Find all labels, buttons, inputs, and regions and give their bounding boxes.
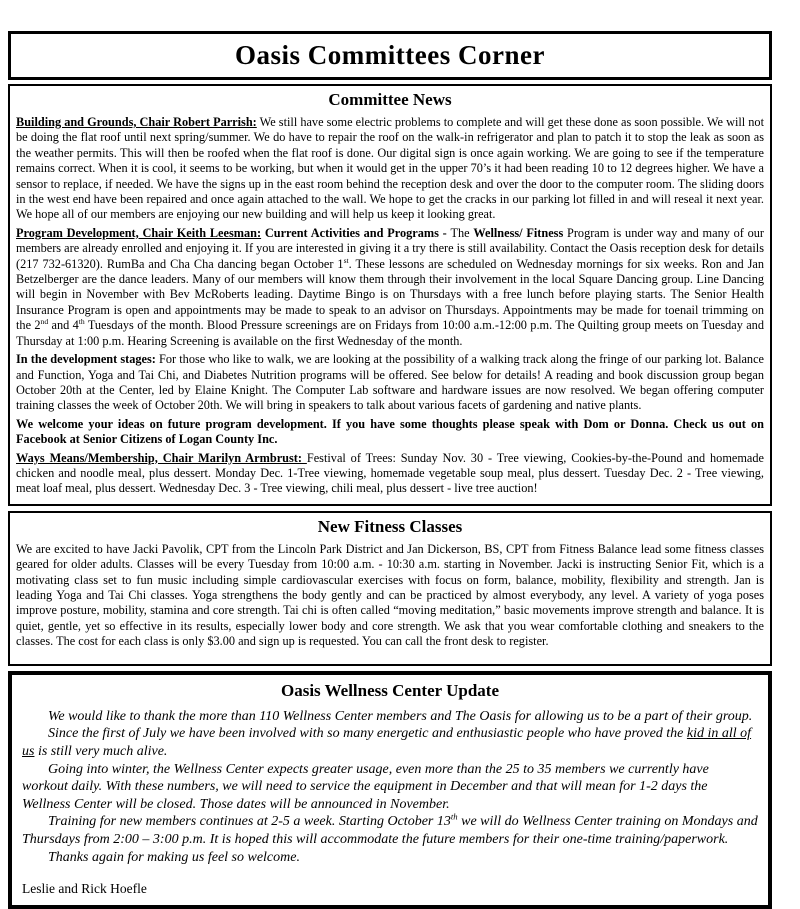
text-segment: Building and Grounds, Chair Robert Parrish: bbox=[16, 115, 257, 129]
page-title: Oasis Committees Corner bbox=[235, 40, 545, 70]
text-segment: Festival of Trees: Sunday Nov. 30 - Tree viewing, Cookies-by-the-Pound and homemade chicken and noodle meal, plus dessert. Monday Dec. 1-Tree viewing, homemade vegetable soup meal, plus dessert. Tuesday Dec. 2 - Tree viewing, meat loaf meal, plus dessert. Wednesday Dec. 3 - Tree viewing, chili meal, plus dessert - live tree auction! bbox=[16, 450, 764, 496]
text-segment: In the development stages: bbox=[16, 352, 156, 367]
text-segment: Since the first of July we have been involved with so many energetic and enthusiastic people who have proved the bbox=[48, 726, 687, 742]
text-segment: We are excited to have Jacki Pavolik, CPT from the Lincoln Park District and Jan Dickerson, BS, CPT from Fitness Balance lead some fitness classes geared for older adults. Classes will be every Tuesday from 10:00 a.m. - 10:30 a.m. starting in November. Jacki is instructing Senior Fit, which is a motivating class set to fun music including simple cardiovascular exercises with focus on form, balance, mobility, flexibility and strength. Jan is leading Yoga and Tai Chi classes. Yoga strengthens the body gently and can be practiced by almost everybody, any level. A variety of yoga poses improve posture, mobility, stamina and core strength. Tai chi is often called “moving meditation,” basic movements improve strength and balance. It is quiet, gentle, yet so effective in its results, especially lower body and core strength. We ask that you wear comfortable clothing and sneakers to the classes. The cost for each class is only $3.00 and sign up is requested. You can call the front desk to register. bbox=[16, 541, 764, 649]
paragraph bbox=[22, 708, 758, 726]
signature: Leslie and Rick Hoefle bbox=[22, 881, 147, 897]
text-segment: We still have some electric problems to complete and will get these done as soon possible. We will not be doing the flat roof until next spring/summer. We do have to repair the roof on the walk-in refrigerator and plan to patch it to stop the leak as soon as the weather permits. This will then be roofed when the flat roof is done. Our digital sign is once again working. We are going to see if the temperature remains correct. When it is cool, it seems to be working, but when it would get in the upper 70’s it had been reading 10 to 12 degrees higher. We have a sensor to replace, if needed. We have the signs up in the east room behind the reception desk and over the door to the computer room. The sliding doors in the west end have been repaired and once again attached to the wall. We hope to get the cracks in our parking lot filled in and will reseal it next year. We hope all of our members are enjoying our new building and will help us keep it looking great. bbox=[16, 115, 764, 222]
text-segment: st bbox=[343, 255, 349, 265]
wellness-center-update-body bbox=[22, 706, 758, 866]
committee-news-header: Committee News bbox=[328, 90, 452, 109]
wellness-center-update-header: Oasis Wellness Center Update bbox=[280, 680, 500, 700]
text-segment: th bbox=[78, 317, 85, 327]
text-segment: and 4 bbox=[48, 318, 79, 333]
paragraph bbox=[16, 417, 764, 448]
text-segment: we will do Wellness Center training on Mondays and Thursdays from 2:00 – 3:00 p.m. It is hoped this will accommodate the future members for their one-time training/paperwork. bbox=[22, 814, 758, 847]
paragraph bbox=[16, 352, 764, 414]
text-segment: We welcome your ideas on future program development. If you have some thoughts please speak with Dom or Donna. Check us out on Facebook at Senior Citizens of Logan County Inc. bbox=[16, 416, 764, 447]
text-segment: Wellness/ Fitness bbox=[473, 225, 567, 240]
committee-news-body bbox=[16, 115, 764, 497]
paragraph bbox=[22, 849, 758, 867]
paragraph bbox=[16, 542, 764, 650]
text-segment: Tuesdays of the month. Blood Pressure screenings are on Fridays from 10:00 a.m.-12:00 p.m. The Quilting group meets on Tuesday and Thursday at 1:00 p.m. Hearing Screening is available on the first Wednesday of the month. bbox=[16, 318, 764, 348]
paragraph bbox=[22, 725, 758, 760]
text-segment: The bbox=[450, 225, 474, 240]
text-segment: Current Activities and Programs - bbox=[261, 225, 451, 240]
text-segment: kid in all of us bbox=[22, 726, 752, 759]
paragraph bbox=[16, 115, 764, 223]
paragraph bbox=[22, 761, 758, 814]
new-fitness-classes-body bbox=[16, 542, 764, 650]
new-fitness-classes-section bbox=[8, 511, 772, 666]
new-fitness-classes-header: New Fitness Classes bbox=[317, 516, 463, 536]
text-segment: th bbox=[450, 811, 458, 822]
text-segment: . These lessons are scheduled on Wednesday mornings for six weeks. Ron and Jan Betzelberger are the dance leaders. Many of our members will know them through their involvement in the local Square Dancing group. Line Dancing will begin in November with Bev McRoberts leading. Daytime Bingo is on Thursdays with a free lunch before playing starts. The Senior Health Insurance Program is open and appointments may be made to speak to an advisor on Thursdays. Appointments may be made for toenail trimming on the 2 bbox=[16, 256, 764, 333]
text-segment: Program Development, Chair Keith Leesman: bbox=[16, 225, 262, 240]
text-segment: Program is under way and many of our members are already enrolled and enjoying it. If you are interested in giving it a try there is still availability. Contact the Oasis reception desk for details (217 732-61320). RumBa and Cha Cha dancing began October 1 bbox=[16, 225, 765, 271]
text-segment: Going into winter, the Wellness Center expects greater usage, even more than the 25 to 35 members we currently have workout daily. With these numbers, we will need to service the equipment in December and that will mean for 1-2 days the Wellness Center will be closed. Those dates will be announced in November. bbox=[22, 761, 709, 812]
paragraph bbox=[16, 451, 764, 497]
text-segment: For those who like to walk, we are looking at the possibility of a walking track along the fringe of our parking lot. Balance and Function, Yoga and Tai Chi, and Diabetes Nutrition programs will be offered. See below for details! A reading and book discussion group began October 20th at the Center, led by Elaine Knight. The Computer Lab software and hardware issues are now resolved. We began offering computer training classes the week of October 20th. We will bring in speakers to talk about various facets of gardening and native plants. bbox=[16, 352, 765, 413]
title-box bbox=[8, 31, 772, 80]
paragraph bbox=[22, 813, 758, 848]
paragraph bbox=[16, 226, 764, 349]
text-segment: nd bbox=[40, 317, 49, 327]
committee-news-section bbox=[8, 84, 772, 506]
text-segment: We would like to thank the more than 110 Wellness Center members and The Oasis for allowing us to be a part of their group. bbox=[48, 708, 753, 724]
wellness-center-update-section bbox=[8, 671, 772, 909]
text-segment: Ways Means/Membership, Chair Marilyn Armbrust: bbox=[16, 450, 307, 465]
text-segment: Thanks again for making us feel so welcome. bbox=[48, 849, 300, 865]
text-segment: Training for new members continues at 2-5 a week. Starting October 13 bbox=[48, 814, 451, 830]
text-segment: is still very much alive. bbox=[34, 743, 168, 759]
